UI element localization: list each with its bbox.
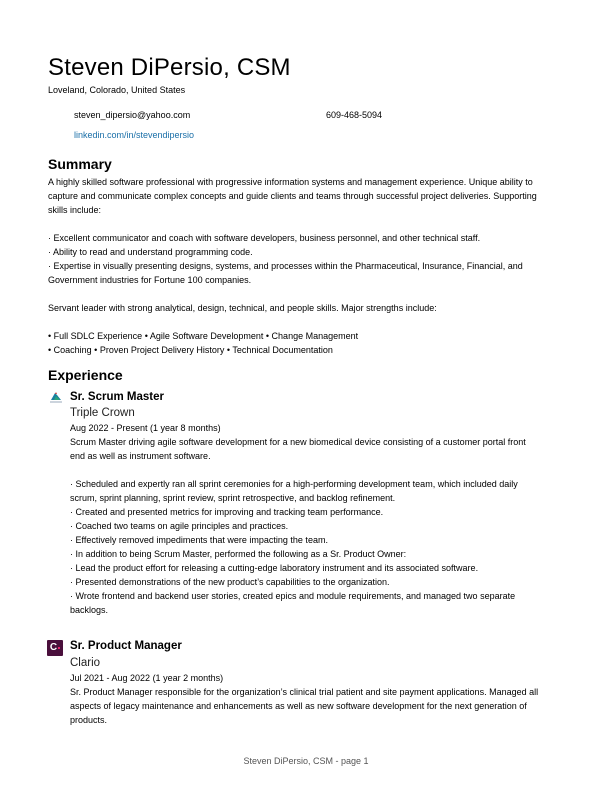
clario-logo-dot (58, 647, 60, 649)
job-bullet: · Created and presented metrics for improving and tracking team performance. (70, 507, 384, 517)
page-footer: Steven DiPersio, CSM - page 1 (243, 756, 369, 766)
phone-number: 609-468-5094 (326, 110, 383, 120)
job-description (70, 685, 540, 727)
strengths-intro-text: Servant leader with strong analytical, design, technical, and people skills. Major strengths include: (48, 303, 437, 313)
location: Loveland, Colorado, United States (48, 85, 186, 95)
job-bullet: · Coached two teams on agile principles and practices. (70, 521, 289, 531)
summary-heading: Summary (48, 156, 112, 172)
job-description-text: Sr. Product Manager responsible for the organization’s clinical trial patient and site payment applications. Managed all aspects of legacy maintenance and enhancements as well as new software development for the next generation of products. (70, 687, 539, 725)
triple-crown-logo-icon (49, 390, 63, 404)
job-description-text: Scrum Master driving agile software development for a new biomedical device consisting of a customer portal front end as well as instrument software. (70, 437, 526, 461)
job-bullet: · Presented demonstrations of the new product’s capabilities to the organization. (70, 577, 390, 587)
clario-logo-icon (47, 640, 63, 656)
job-bullet: · Scheduled and expertly ran all sprint ceremonies for a high-performing development team, which included daily scrum, sprint planning, sprint review, sprint retrospective, and backlog refinement. (70, 479, 518, 503)
job-bullet: · Effectively removed impediments that were impacting the team. (70, 535, 328, 545)
job-dates: Jul 2021 - Aug 2022 (1 year 2 months) (70, 673, 224, 683)
job-dates: Aug 2022 - Present (1 year 8 months) (70, 423, 221, 433)
strengths-list (48, 329, 558, 357)
clario-logo-letter: C (49, 642, 58, 653)
job-bullet: · In addition to being Scrum Master, performed the following as a Sr. Product Owner: (70, 549, 407, 559)
email-address[interactable]: steven_dipersio@yahoo.com (74, 110, 191, 120)
summary-skill-item: · Ability to read and understand programming code. (48, 247, 253, 257)
strengths-intro (48, 301, 558, 315)
job-title: Sr. Product Manager (70, 640, 182, 652)
summary-skill-item: · Expertise in visually presenting designs, systems, and processes within the Pharmaceutical, Insurance, Financial, and Government industries for Fortune 100 companies. (48, 261, 523, 285)
job-description (70, 435, 540, 463)
company-name: Triple Crown (70, 407, 135, 419)
job-title: Sr. Scrum Master (70, 391, 164, 403)
job-bullet: · Wrote frontend and backend user stories, created epics and module requirements, and managed two separate backlogs. (70, 591, 516, 615)
summary-intro-text: A highly skilled software professional with progressive information systems and management experience. Unique ability to capture and communicate complex concepts and guide clients and teams through successful project deliveries. Supporting skills include: (48, 177, 537, 215)
job-bullets (70, 477, 540, 617)
linkedin-link[interactable]: linkedin.com/in/stevendipersio (74, 130, 195, 140)
summary-skill-item: · Excellent communicator and coach with software developers, business personnel, and other technical staff. (48, 233, 481, 243)
summary-skills-list (48, 231, 558, 287)
experience-heading: Experience (48, 367, 123, 383)
job-bullet: · Lead the product effort for releasing a cutting-edge laboratory instrument and its associated software. (70, 563, 479, 573)
strengths-line: • Coaching • Proven Project Delivery History • Technical Documentation (48, 345, 333, 355)
company-name: Clario (70, 657, 101, 669)
candidate-name: Steven DiPersio, CSM (48, 54, 291, 81)
strengths-line: • Full SDLC Experience • Agile Software Development • Change Management (48, 331, 359, 341)
summary-intro (48, 175, 558, 217)
